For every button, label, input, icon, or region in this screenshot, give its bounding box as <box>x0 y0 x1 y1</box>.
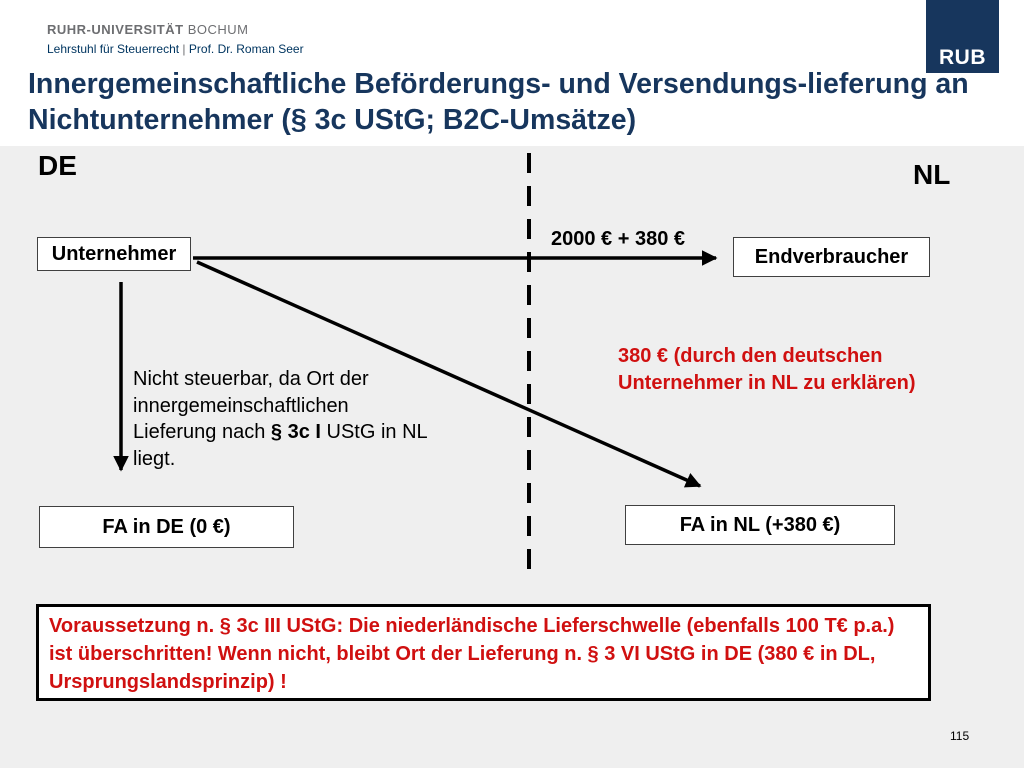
delivery-amount-label: 2000 € + 380 € <box>551 228 686 250</box>
de-note-text-bold: § 3c I <box>270 421 321 443</box>
node-endverbraucher: Endverbraucher <box>733 237 930 277</box>
de-note-text-before: Nicht steuerbar, da Ort der innergemeinschaftlichen Lieferung nach <box>133 368 369 443</box>
condition-box: Voraussetzung n. § 3c III UStG: Die niederländische Lieferschwelle (ebenfalls 100 T€ p.a.) ist überschritten! Wenn nicht, bleibt Ort der Lieferung n. § 3 VI UStG in DE (380 € in DL, Ursprungslandsprinzip) ! <box>36 604 931 701</box>
node-fa-nl: FA in NL (+380 €) <box>625 505 895 545</box>
de-note-text-after: UStG in NL liegt. <box>133 421 427 470</box>
node-fa-de: FA in DE (0 €) <box>39 506 294 548</box>
page-number: 115 <box>950 729 970 743</box>
rub-logo: RUB <box>926 0 999 73</box>
country-label-nl: NL <box>913 159 951 190</box>
nl-tax-note: 380 € (durch den deutschen Unternehmer in NL zu erklären) <box>618 345 916 394</box>
university-name-rest: BOCHUM <box>187 22 249 37</box>
chair-separator: | <box>182 42 186 56</box>
node-unternehmer: Unternehmer <box>37 237 191 271</box>
university-name-bold: RUHR-UNIVERSITÄT <box>47 22 184 37</box>
professor-name: Prof. Dr. Roman Seer <box>188 42 304 56</box>
chair-name: Lehrstuhl für Steuerrecht <box>47 42 180 56</box>
slide-title: Innergemeinschaftliche Beförderungs- und Versendungs-lieferung an Nichtunternehmer (§ 3c UStG; B2C-Umsätze) <box>28 68 969 136</box>
de-tax-note <box>133 366 433 472</box>
country-label-de: DE <box>38 150 77 181</box>
